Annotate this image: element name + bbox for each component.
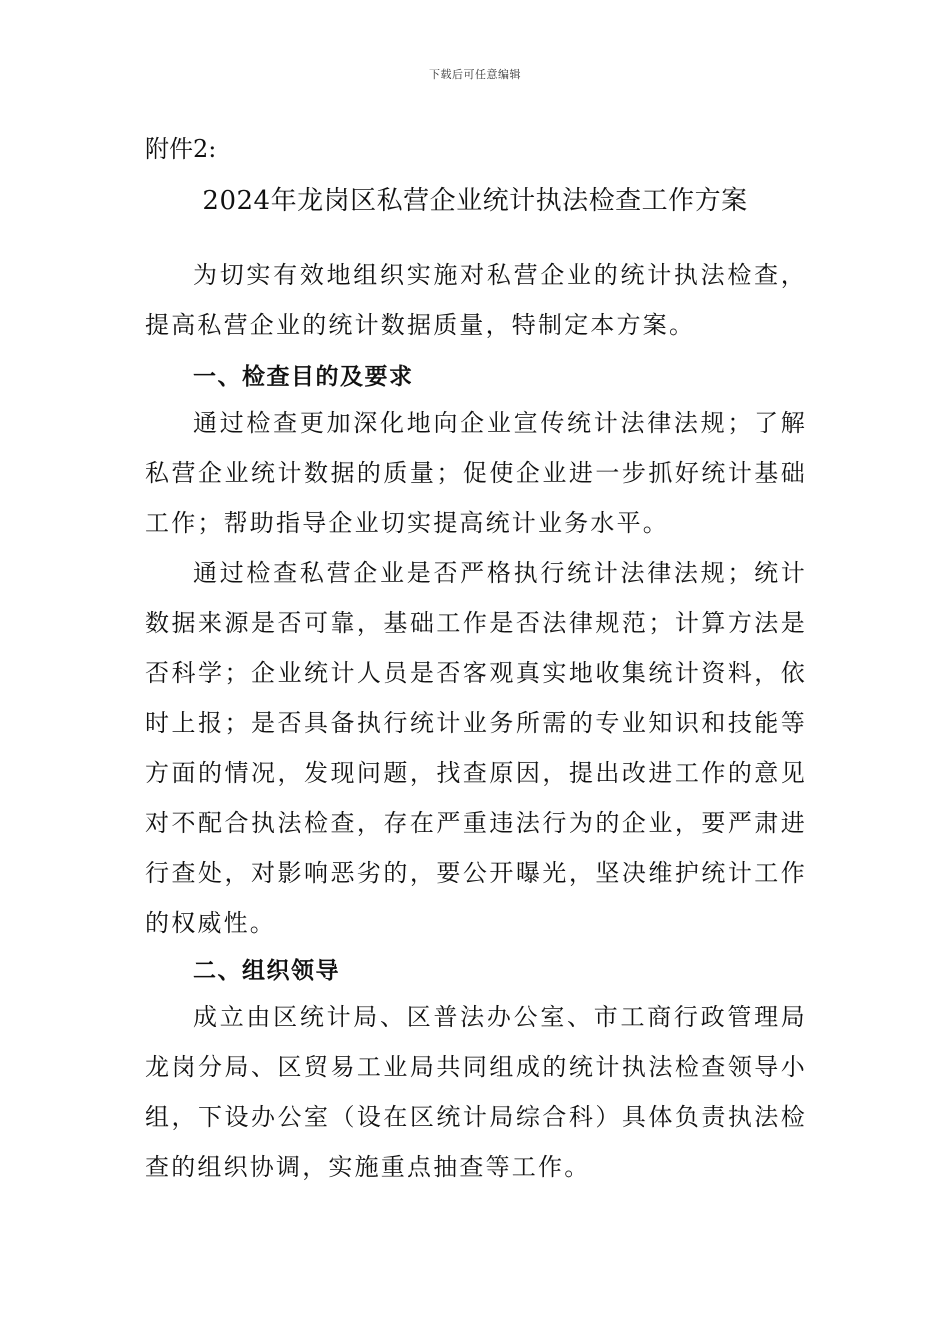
section-heading: 二、组织领导 <box>193 958 340 984</box>
section-heading: 一、检查目的及要求 <box>193 364 414 390</box>
body-paragraph: 成立由区统计局、区普法办公室、市工商行政管理局龙岗分局、区贸易工业局共同组成的统计执法检查领导小组，下设办公室（设在区统计局综合科）具体负责执法检查的组织协调，实施重点抽查等工作。 <box>145 1003 807 1181</box>
body-paragraph: 通过检查私营企业是否严格执行统计法律法规；统计数据来源是否可靠，基础工作是否法律规范；计算方法是否科学；企业统计人员是否客观真实地收集统计资料，依时上报；是否具备执行统计业务所需的专业知识和技能等方面的情况，发现问题，找查原因，提出改进工作的意见对不配合执法检查，存在严重违法行为的企业，要严肃进行查处，对影响恶劣的，要公开曝光，坚决维护统计工作的权威性。 <box>145 559 807 937</box>
page-header-note: 下载后可任意编辑 <box>429 68 521 81</box>
document-body <box>145 250 807 350</box>
section-2-body <box>145 992 807 1192</box>
section-2 <box>145 946 807 996</box>
section-1 <box>145 352 807 402</box>
document-title: 2024年龙岗区私营企业统计执法检查工作方案 <box>202 186 748 216</box>
attachment-label: 附件2: <box>145 135 217 163</box>
section-1-body <box>145 398 807 948</box>
body-paragraph: 通过检查更加深化地向企业宣传统计法律法规；了解私营企业统计数据的质量；促使企业进一步抓好统计基础工作；帮助指导企业切实提高统计业务水平。 <box>145 409 807 537</box>
intro-paragraph: 为切实有效地组织实施对私营企业的统计执法检查，提高私营企业的统计数据质量，特制定本方案。 <box>145 261 807 339</box>
